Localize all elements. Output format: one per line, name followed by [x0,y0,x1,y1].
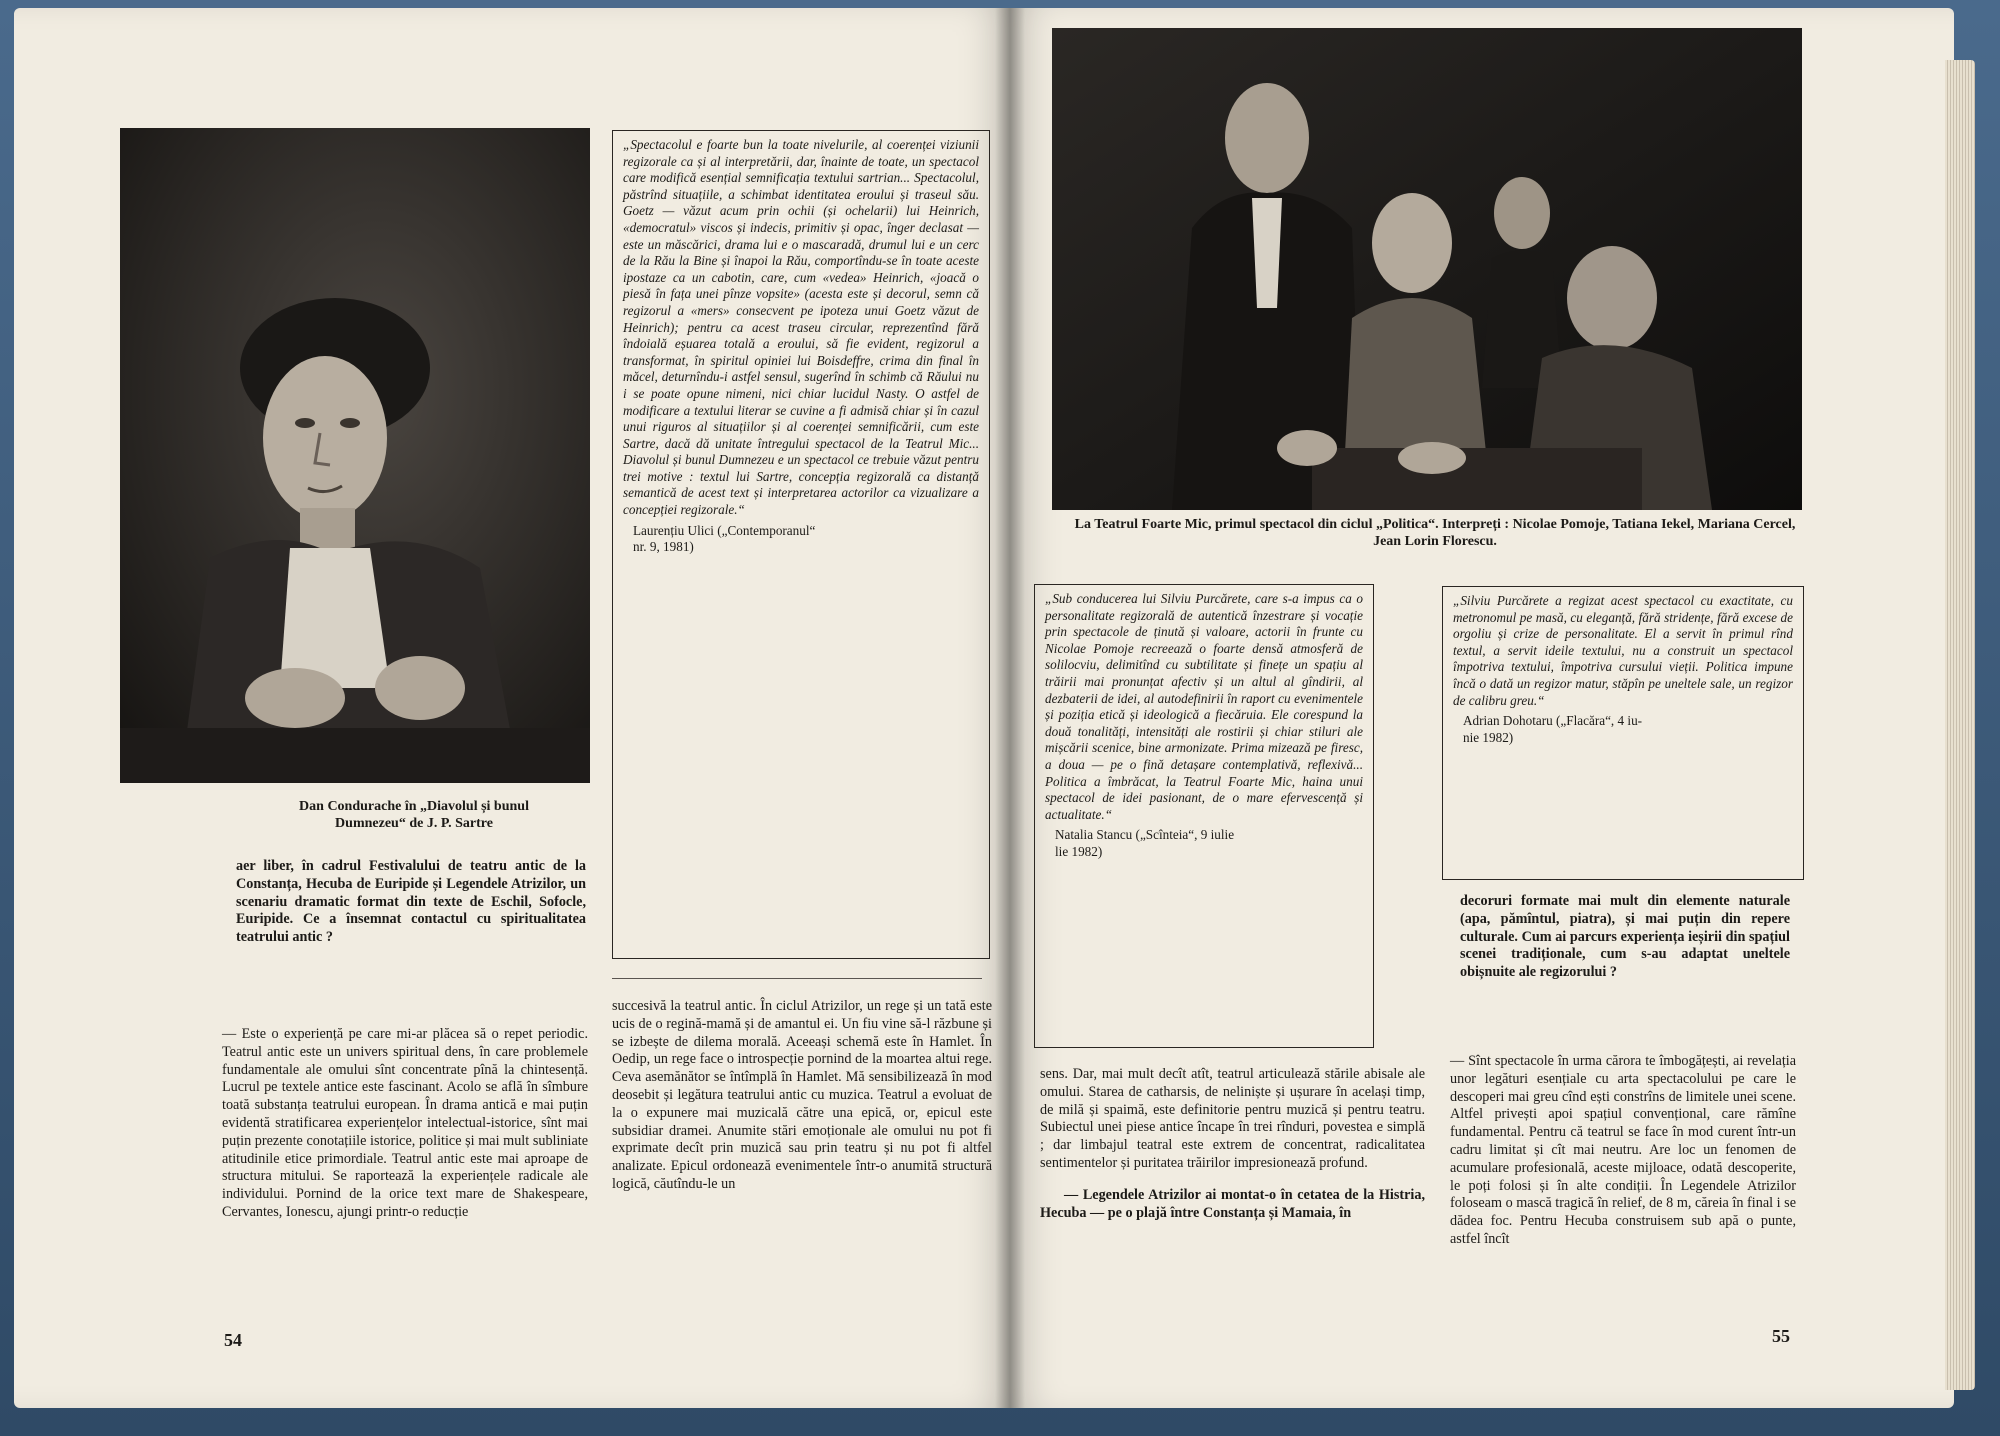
page-number-right: 55 [1772,1326,1790,1346]
left-column-1-answer [222,1026,588,1222]
quote-box-dohotaru-source-line1: Adrian Dohotaru („Flacăra“, 4 iu- [1463,713,1643,729]
portrait-photo-icon [120,128,590,783]
book-gutter [995,8,1025,1408]
quote-box-dohotaru-text: „Silviu Purcărete a regizat acest spectacol cu exactitate, cu metronomul pe masă, cu eleganță, fără stridențe, fără excese de orgoliu și crize de personalitate. El a servit în primul rînd textul, a servit ideile textului, nu a construit un spectacol împotriva textului, împotriva cursului vieții. Politica impune încă o dată un regizor matur, stăpîn pe uneltele sale, un regizor de calibru greu.“ [1453,593,1793,708]
page-edges [1945,60,1975,1390]
quote-box-ulici-text: „Spectacolul e foarte bun la toate nivelurile, al coerenței viziunii regizorale ca și al interpretării, dar, înainte de toate, un spectacol care modifică esențial semnificația textului sartrian... Spectacolul, păstrînd situațiile, a schimbat identitatea eroului și traseul său. Goetz — văzut acum prin ochii (și ochelarii) lui Heinrich, «democratul» viscos și indecis, primitiv și opac, înger declasat — este un măscărici, drama lui e o mascaradă, drumul lui e un cerc de la Rău la Bine și înapoi la Rău, comportîndu-se în toate aceste ipostaze ca un cabotin, care, cum «vedea» Heinrich, «joacă o piesă în fața unei pînze vopsite» (acesta este și decorul, semn că regizorul a «mers» consecvent pe ipoteza unui Goetz văzut de Heinrich); pentru ca acest traseu circular, reprezentînd fără îndoială eșuarea totală a eroului, să fie evident, regizorul a transformat, în spiritul opiniei lui Boisdeffre, crima din final în măcel, deturnîndu-i astfel sensul, sugerînd în schimb că Răului nu i se poate opune nimeni, nici chiar lucidul Nasty. O astfel de modificare a textului literar se cuvine a fi admisă chiar și în cazul unui riguros al situațiilor și al coerenței semnificării, cum este Sartre, dacă dă unitate întregului spectacol de la Teatrul Mic... Diavolul și bunul Dumnezeu e un spectacol ce trebuie văzut pentru trei motive : textul lui Sartre, concepția regizorală ca distanță semantică de acest text și interpretarea actorilor ca vizualizare a concepției regizorale.“ [623,137,979,518]
quote-box-stancu-source [1045,827,1363,860]
stage-scene-photo-icon [1052,28,1802,510]
right-page [1010,8,1954,1408]
right-column-1 [1040,1066,1425,1222]
left-page [14,8,1010,1408]
left-column-1 [236,858,586,947]
quote-box-stancu-text: „Sub conducerea lui Silviu Purcărete, care s-a impus ca o personalitate regizorală de autentică înzestrare și vocație prin spectacole de ținută și valoare, actorii în frunte cu Nicolae Pomoje recreează o foarte densă atmosferă de solilocviu, delimitînd cu subtilitate și finețe un spațiu al trăirii mai pronunțat afectiv și un altul al gîndirii, al dezbaterii de idei, al autodefinirii în raport cu evenimentele și poziția etică și ideologică a fiecăruia. Ele corespund la două tonalități, intensități ale rostirii și chiar stiluri ale mișcării scenice, bine armonizate. Prima mizează pe firesc, a doua — pe o fină detașare contemplativă, reflexivă... Politica a îmbrăcat, la Teatrul Foarte Mic, haina unui spectacol de idei pasionant, de o mare efervescență și actualitate.“ [1045,591,1363,822]
interview-question-1: aer liber, în cadrul Festivalului de teatru antic de la Constanța, Hecuba de Euripide și Legendele Atrizilor, un scenariu dramatic format din texte de Eschil, Sofocle, Euripide. Ce a însemnat contactul cu spiritualitatea teatrului antic ? [236,858,586,946]
interview-answer-2: sens. Dar, mai mult decît atît, teatrul articulează stările abisale ale omului. Starea de catharsis, de neliniște și ușurare în același timp, de milă și spaimă, este definitorie pentru muzică și pentru teatru. Subiectul unei piese antice încape în trei rînduri, povestea e simplă ; dar limbajul teatral este extrem de concentrat, radicalitatea sentimentelor și puritatea trăirilor impresionează profund. [1040,1066,1425,1171]
interview-answer-3: — Sînt spectacole în urma cărora te îmbogățești, ai revelația unor legături esențiale cu arta spectacolului pe care le descoperi mai greu cînd ești constrîns de limitele unei scene. Altfel privești apoi spațiul convențional, care rămîne fundamental. Pentru că teatrul se face în mod curent într-un cadru limitat și cît mai neutru. Are loc un fenomen de acumulare profesională, aceste mijloace, odată descoperite, le poți folosi și în alte condiții. În Legendele Atrizilor foloseam o mască tragică în relief, de 8 m, căreia în final i se dădea foc. Pentru Hecuba construisem sub apă o punte, astfel încît [1450,1053,1796,1247]
interview-question-2: — Legendele Atrizilor ai montat-o în cetatea de la Histria, Hecuba — pe o plajă între Constanța și Mamaia, în [1040,1186,1425,1221]
column-divider-line [612,978,982,979]
interview-answer-1-continued: succesivă la teatrul antic. În ciclul Atrizilor, un rege și un tată este ucis de o regină-mamă și de amantul ei. Un fiu vine să-l răzbune și se izbește de dilema morală. Aceeași schemă este în Hamlet. În Oedip, un rege face o introspecție pornind de la moartea altui rege. Ceva asemănător se întîmplă în Hamlet. Mă sensibilizează în mod deosebit și legătura teatrului antic cu muzica. Teatrul a evoluat de la o expunere mai muzicală către una epică, or, epicul este subsidiar dramei. Anumite stări emoționale ale omului nu pot fi exprimate decît prin muzică sau prin teatru și nu pot fi altfel analizate. Epicul ordonează evenimentele într-o anumită structură logică, căutîndu-le un [612,998,992,1192]
quote-box-ulici-source [623,523,979,556]
quote-box-ulici [612,130,990,959]
quote-box-dohotaru-source-line2: nie 1982) [1463,729,1514,745]
left-photo-caption: Dan Condurache în „Diavolul și bunul Dumnezeu“ de J. P. Sartre [299,799,529,831]
interview-question-3: decoruri formate mai mult din elemente naturale (apa, pămîntul, piatra), și mai puțin din repere culturale. Cum ai parcurs experiența ieșirii din spațiul scenei tradiționale, cum s-au adaptat uneltele obișnuite ale regizorului ? [1460,893,1790,981]
quote-box-stancu-source-line2: lie 1982) [1055,843,1103,859]
quote-box-stancu [1034,584,1374,1048]
quote-box-ulici-source-line2: nr. 9, 1981) [633,539,694,555]
quote-box-stancu-source-line1: Natalia Stancu („Scînteia“, 9 iulie [1055,827,1235,843]
right-column-2 [1450,1053,1796,1249]
right-photo-caption: La Teatrul Foarte Mic, primul spectacol din ciclul „Politica“. Interpreți : Nicolae Pomoje, Tatiana Iekel, Mariana Cercel, Jean Lorin Florescu. [1074,517,1796,549]
interview-answer-1: — Este o experiență pe care mi-ar plăcea să o repet periodic. Teatrul antic este un univers spiritual dens, în care problemele fundamentale ale omului sînt concentrate pînă la chintesență. Lucrul pe textele antice este fascinant. Acolo se află în sîmbure toată substanța teatrului european. În drama antică e mai puțin evidentă stratificarea experiențelor intelectual-istorice, sînt mai puțin prezente conotațiile istorice, politice și mai mult subliniate atitudinile etice primordiale. Teatrul antic este mai aproape de structura mitului. Se raportează la experiențele radicale ale individului. Pornind de la orice text mare de Shakespeare, Cervantes, Ionescu, ajungi printr-o reducție [222,1026,588,1220]
page-number-left: 54 [224,1330,242,1350]
right-column-2-question [1460,893,1790,982]
quote-box-dohotaru [1442,586,1804,880]
quote-box-dohotaru-source [1453,713,1793,746]
left-column-2 [612,998,992,1194]
quote-box-ulici-source-line1: Laurențiu Ulici („Contemporanul“ [633,522,816,538]
stage-scene-photo [1052,28,1802,510]
portrait-photo [120,128,590,783]
